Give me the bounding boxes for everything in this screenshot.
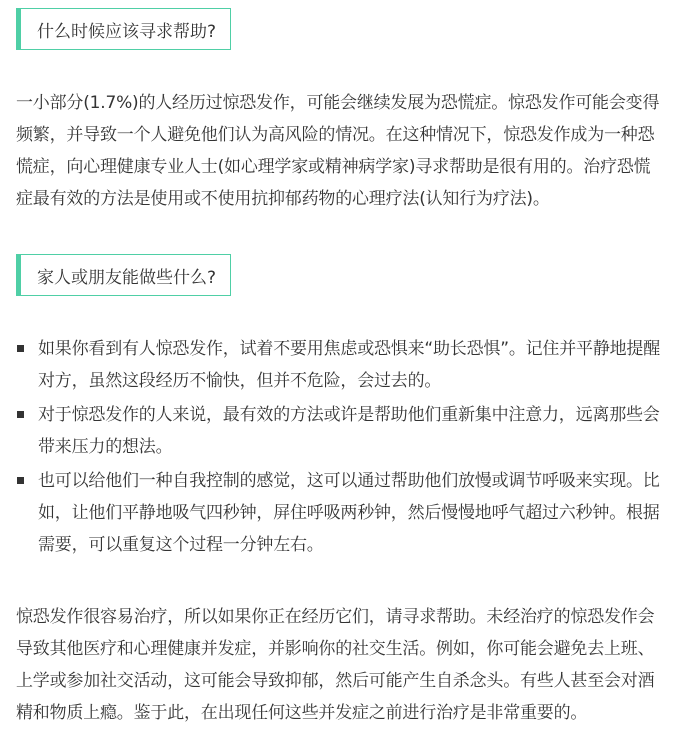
bullet-square-icon (17, 477, 24, 484)
list-item (16, 333, 664, 397)
advice-bullet-list (16, 333, 664, 563)
paragraph-closing: 惊恐发作很容易治疗，所以如果你正在经历它们，请寻求帮助。未经治疗的惊恐发作会导致其他医疗和心理健康并发症，并影响你的社交生活。例如，你可能会避免去上班、上学或参加社交活动，这可能会导致抑郁，然后可能产生自杀念头。有些人甚至会对酒精和物质上瘾。鉴于此，在出现任何这些并发症之前进行治疗是非常重要的。 (16, 607, 655, 723)
section-heading-when-to-seek-help (16, 8, 231, 50)
paragraph-seek-help: 一小部分(1.7%)的人经历过惊恐发作，可能会继续发展为恐慌症。惊恐发作可能会变得频繁，并导致一个人避免他们认为高风险的情况。在这种情况下，惊恐发作成为一种恐慌症，向心理健康专业人士(如心理学家或精神病学家)寻求帮助是很有用的。治疗恐慌症最有效的方法是使用或不使用抗抑郁药物的心理疗法(认知行为疗法)。 (16, 93, 660, 209)
list-item (16, 465, 664, 561)
section-heading-family-friends (16, 254, 231, 296)
bullet-square-icon (17, 411, 24, 418)
list-item-text: 对于惊恐发作的人来说，最有效的方法或许是帮助他们重新集中注意力，远离那些会带来压力的想法。 (38, 405, 660, 457)
list-item (16, 399, 664, 463)
bullet-square-icon (17, 345, 24, 352)
list-item-text: 也可以给他们一种自我控制的感觉，这可以通过帮助他们放慢或调节呼吸来实现。比如，让他们平静地吸气四秒钟，屏住呼吸两秒钟，然后慢慢地呼气超过六秒钟。根据需要，可以重复这个过程一分钟左右。 (38, 471, 660, 555)
list-item-text: 如果你看到有人惊恐发作，试着不要用焦虑或恐惧来“助长恐惧”。记住并平静地提醒对方，虽然这段经历不愉快，但并不危险，会过去的。 (38, 339, 661, 391)
heading-text: 家人或朋友能做些什么? (37, 267, 217, 288)
heading-text: 什么时候应该寻求帮助? (37, 21, 217, 42)
